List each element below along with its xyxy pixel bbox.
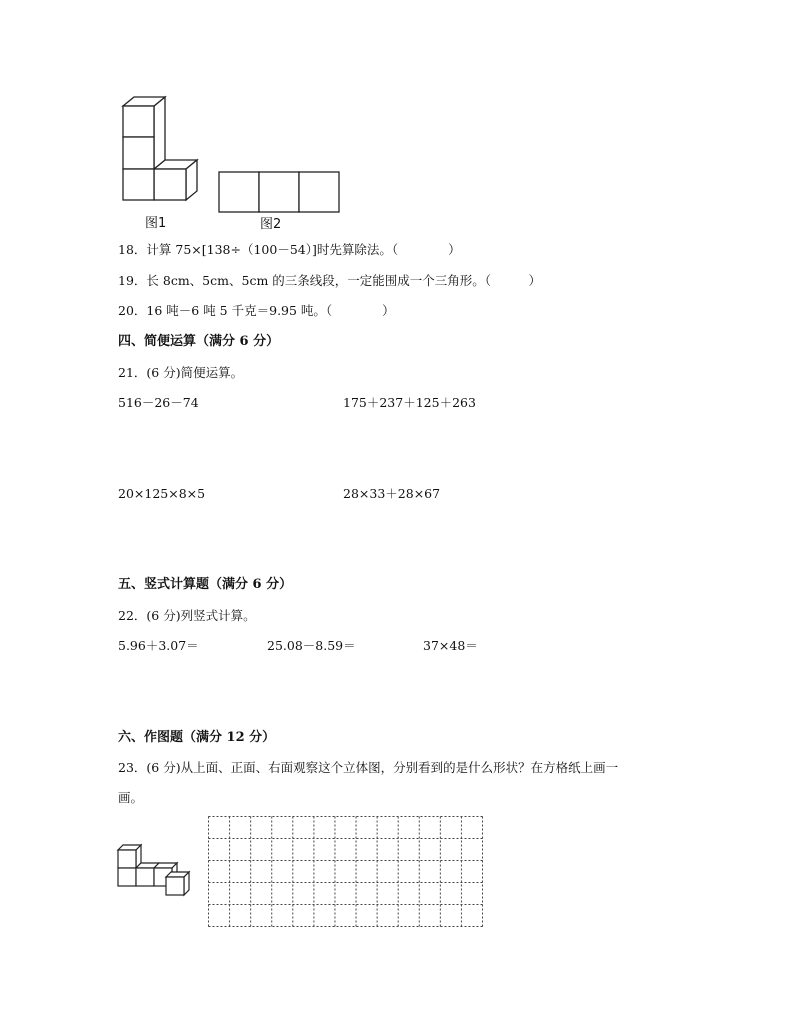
calc-expression-1: 516－26－74	[118, 395, 199, 410]
section-4-heading: 四、简便运算（满分 6 分）	[118, 334, 280, 349]
figure-2-squares	[218, 171, 340, 215]
question-20: 20．16 吨－6 吨 5 千克＝9.95 吨。（ ）	[118, 303, 395, 318]
question-18: 18．计算 75×[138÷（100－54）]时先算除法。（ ）	[118, 242, 461, 257]
section-5-heading: 五、竖式计算题（满分 6 分）	[118, 577, 293, 592]
solid-figure-cubes	[116, 843, 194, 895]
vertical-calc-3: 37×48＝	[423, 638, 478, 653]
calc-expression-4: 28×33＋28×67	[343, 486, 441, 501]
vertical-calc-2: 25.08－8.59＝	[267, 638, 356, 653]
vertical-calc-1: 5.96＋3.07＝	[118, 638, 199, 653]
figure-1-caption: 图1	[145, 216, 167, 231]
question-23-line-1: 23．(6 分)从上面、正面、右面观察这个立体图，分别看到的是什么形状？在方格纸上画一	[118, 760, 619, 775]
figure-1-cubes	[118, 96, 202, 208]
question-21: 21．(6 分)简便运算。	[118, 365, 244, 380]
calc-expression-3: 20×125×8×5	[118, 486, 206, 501]
section-6-heading: 六、作图题（满分 12 分）	[118, 730, 276, 745]
question-23-line-2: 画。	[118, 790, 144, 805]
figure-2-caption: 图2	[260, 217, 282, 232]
question-22: 22．(6 分)列竖式计算。	[118, 608, 256, 623]
question-19: 19．长 8cm、5cm、5cm 的三条线段，一定能围成一个三角形。（ ）	[118, 273, 542, 288]
calc-expression-2: 175＋237＋125＋263	[343, 395, 476, 410]
drawing-grid[interactable]	[208, 816, 483, 928]
